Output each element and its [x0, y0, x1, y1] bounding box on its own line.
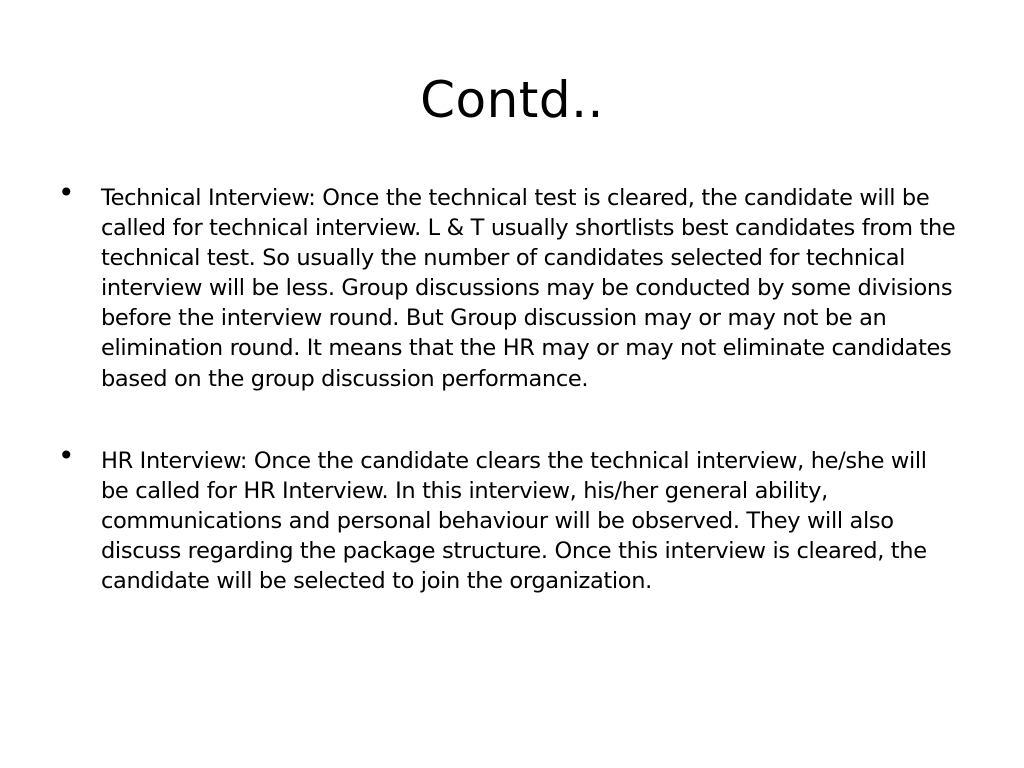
bullet-item-hr-interview [58, 438, 958, 596]
bullet-text: Technical Interview: Once the technical test is cleared, the candidate will be called for technical interview. L & T usually shortlists best candidates from the technical test. So usually the number of candidates selected for technical interview will be less. Group discussions may be conducted by some divisions before the interview round. But Group discussion may or may not be an elimination round. It means that the HR may or may not eliminate candidates based on the group discussion performance. [101, 185, 956, 392]
bullet-text: HR Interview: Once the candidate clears the technical interview, he/she will be called for HR Interview. In this interview, his/her general ability, communications and personal behaviour will be observed. They will also discuss regarding the package structure. Once this interview is cleared, the candidate will be selected to join the organization. [101, 447, 927, 595]
bullet-list [58, 176, 958, 596]
bullet-icon: • [58, 176, 75, 209]
slide-title: Contd.. [420, 71, 604, 129]
bullet-icon: • [58, 438, 75, 472]
bullet-item-technical-interview [58, 176, 958, 394]
